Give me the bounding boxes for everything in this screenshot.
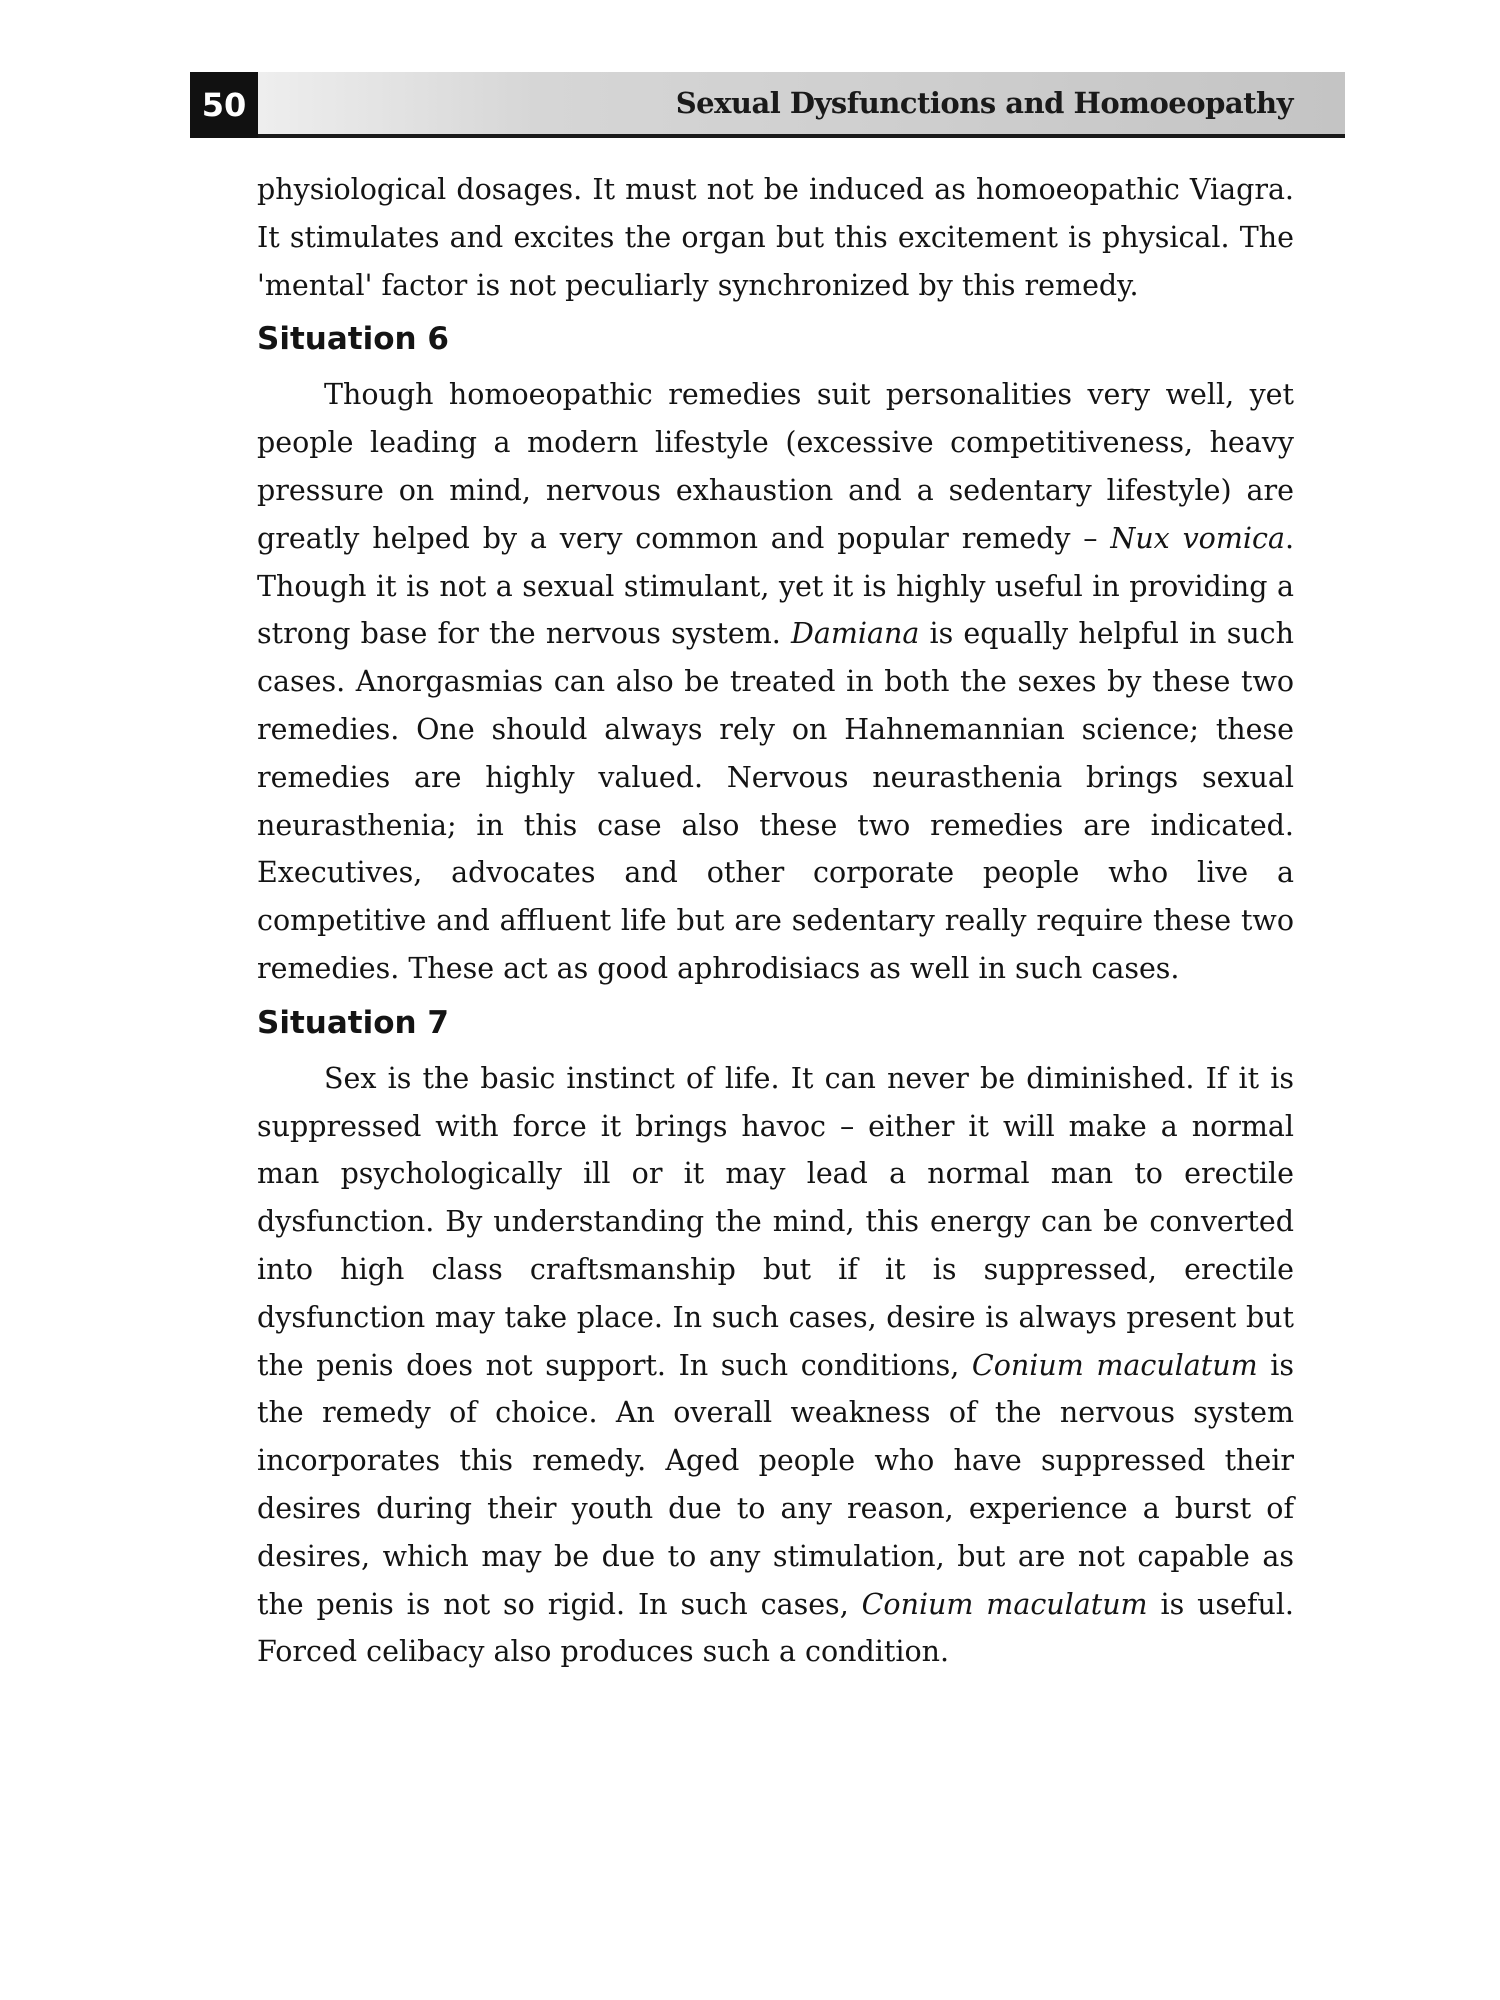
text-run: is equally helpful in such cases. Anorgasmias can also be treated in both the sexes by these two remedies. One should always rely on Hahnemannian science; these remedies are highly valued. Nervous neurasthenia brings sexual neurasthenia; in this case also these two remedies are indicated. Executives, advocates and other corporate people who live a competitive and affluent life but are sedentary really require these two remedies. These act as good aphrodisiacs as well in such cases. (257, 617, 1294, 985)
text-run: Though homoeopathic remedies suit personalities very well, yet people leading a modern lifestyle (excessive competitiveness, heavy pressure on mind, nervous exhaustion and a sedentary lifestyle) are greatly helped by a very common and popular remedy – (257, 378, 1294, 555)
running-title: Sexual Dysfunctions and Homoeopathy (675, 86, 1293, 120)
section-heading-situation-6: Situation 6 (257, 321, 449, 358)
remedy-name: Damiana (790, 617, 920, 651)
situation-6-paragraph (257, 371, 1294, 992)
remedy-name: Conium maculatum (861, 1587, 1148, 1621)
section-heading-situation-7: Situation 7 (257, 1004, 449, 1041)
page-body (257, 166, 1294, 1676)
remedy-name: Nux vomica (1110, 521, 1285, 555)
text-run: Sex is the basic instinct of life. It can never be diminished. If it is suppressed with force it brings havoc – either it will make a normal man psychologically ill or it may lead a normal man to erectile dysfunction. By understanding the mind, this energy can be converted into high class craftsmanship but if it is suppressed, erectile dysfunction may take place. In such cases, desire is always present but the penis does not support. In such conditions, (257, 1061, 1294, 1382)
text-run: is useful. Forced celibacy also produces such a condition. (257, 1587, 1294, 1669)
page-number: 50 (190, 72, 258, 138)
continued-paragraph: physiological dosages. It must not be induced as homoeopathic Viagra. It stimulates and excites the organ but this excitement is physical. The 'mental' factor is not peculiarly synchronized by this remedy. (257, 173, 1294, 302)
situation-7-paragraph (257, 1055, 1294, 1676)
text-run: . Though it is not a sexual stimulant, yet it is highly useful in providing a strong base for the nervous system. (257, 521, 1295, 651)
page-header (190, 72, 1345, 138)
remedy-name: Conium maculatum (971, 1348, 1258, 1382)
text-run: is the remedy of choice. An overall weakness of the nervous system incorporates this remedy. Aged people who have suppressed their desires during their youth due to any reason, experience a burst of desires, which may be due to any stimulation, but are not capable as the penis is not so rigid. In such cases, (257, 1348, 1294, 1621)
